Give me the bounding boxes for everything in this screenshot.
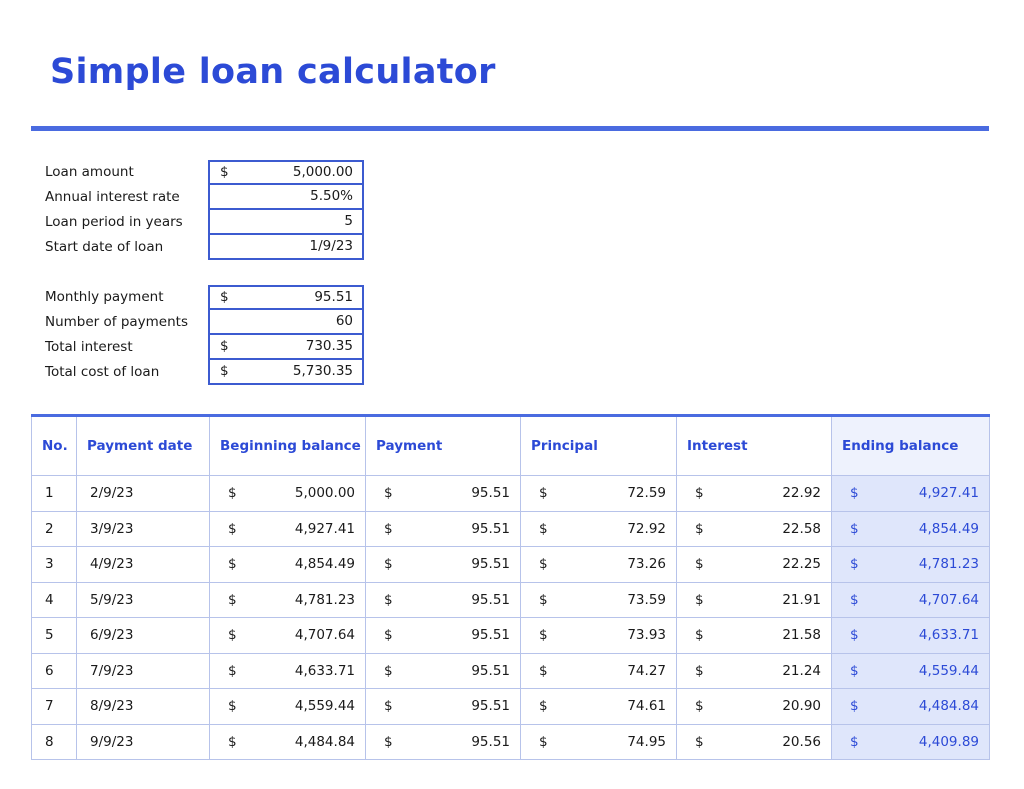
currency-symbol: $: [695, 698, 704, 715]
cell-principal[interactable]: [521, 689, 677, 725]
cell-beginning-balance[interactable]: [210, 689, 366, 725]
currency-symbol: $: [850, 485, 859, 502]
cell-payment[interactable]: [366, 618, 521, 654]
cell-payment[interactable]: [366, 582, 521, 618]
total-interest-label: Total interest: [45, 339, 133, 355]
currency-symbol: $: [228, 485, 237, 502]
currency-symbol: $: [384, 733, 393, 750]
cell-ending-balance[interactable]: [832, 724, 990, 760]
cell-ending-balance[interactable]: [832, 618, 990, 654]
cell-value: 74.27: [627, 662, 666, 679]
cell-value: 73.93: [627, 627, 666, 644]
cell-ending-balance[interactable]: [832, 582, 990, 618]
table-row: [32, 724, 990, 760]
currency-symbol: $: [228, 662, 237, 679]
currency-symbol: $: [539, 662, 548, 679]
cell-no[interactable]: 2: [32, 511, 77, 547]
currency-symbol: $: [384, 698, 393, 715]
currency-symbol: $: [384, 556, 393, 573]
currency-symbol: $: [384, 520, 393, 537]
cell-value: 95.51: [471, 485, 510, 502]
cell-interest[interactable]: [677, 582, 832, 618]
cell-value: 4,484.84: [918, 698, 979, 715]
start-date-value: 1/9/23: [309, 238, 353, 254]
cell-value: 4,633.71: [294, 662, 355, 679]
monthly-payment-cell[interactable]: [208, 285, 364, 310]
currency-symbol: $: [384, 591, 393, 608]
cell-value: 74.61: [627, 698, 666, 715]
cell-interest[interactable]: [677, 511, 832, 547]
currency-symbol: $: [539, 627, 548, 644]
monthly-payment-value: 95.51: [314, 289, 353, 305]
header-principal[interactable]: Principal: [521, 416, 677, 476]
header-beginning-balance[interactable]: Beginning balance: [210, 416, 366, 476]
cell-payment-date[interactable]: 2/9/23: [77, 476, 210, 512]
header-payment[interactable]: Payment: [366, 416, 521, 476]
cell-value: 4,854.49: [918, 520, 979, 537]
cell-value: 95.51: [471, 556, 510, 573]
cell-no[interactable]: 7: [32, 689, 77, 725]
cell-value: 22.25: [782, 556, 821, 573]
currency-symbol: $: [228, 627, 237, 644]
cell-beginning-balance[interactable]: [210, 511, 366, 547]
currency-symbol: $: [220, 164, 229, 180]
cell-value: 4,927.41: [918, 485, 979, 502]
cell-interest[interactable]: [677, 476, 832, 512]
interest-rate-field[interactable]: [208, 185, 364, 210]
currency-symbol: $: [228, 591, 237, 608]
cell-value: 95.51: [471, 733, 510, 750]
table-row: [32, 618, 990, 654]
cell-value: 4,707.64: [918, 591, 979, 608]
currency-symbol: $: [539, 591, 548, 608]
cell-value: 95.51: [471, 662, 510, 679]
table-row: [32, 476, 990, 512]
table-row: [32, 653, 990, 689]
number-of-payments-value: 60: [335, 313, 353, 329]
currency-symbol: $: [228, 520, 237, 537]
cell-interest[interactable]: [677, 618, 832, 654]
amortization-schedule-table: [31, 414, 990, 760]
loan-period-label: Loan period in years: [45, 214, 183, 230]
cell-interest[interactable]: [677, 547, 832, 583]
cell-payment[interactable]: [366, 689, 521, 725]
number-of-payments-label: Number of payments: [45, 314, 188, 330]
table-row: [32, 689, 990, 725]
cell-payment-date[interactable]: 9/9/23: [77, 724, 210, 760]
cell-principal[interactable]: [521, 582, 677, 618]
cell-ending-balance[interactable]: [832, 476, 990, 512]
loan-period-value: 5: [344, 213, 353, 229]
cell-no[interactable]: 4: [32, 582, 77, 618]
currency-symbol: $: [228, 733, 237, 750]
cell-value: 73.59: [627, 591, 666, 608]
currency-symbol: $: [539, 733, 548, 750]
total-interest-value: 730.35: [305, 338, 353, 354]
cell-value: 4,409.89: [918, 733, 979, 750]
currency-symbol: $: [220, 338, 229, 354]
cell-beginning-balance[interactable]: [210, 724, 366, 760]
cell-payment[interactable]: [366, 547, 521, 583]
cell-value: 4,854.49: [294, 556, 355, 573]
cell-ending-balance[interactable]: [832, 547, 990, 583]
cell-ending-balance[interactable]: [832, 689, 990, 725]
currency-symbol: $: [850, 520, 859, 537]
currency-symbol: $: [220, 289, 229, 305]
cell-ending-balance[interactable]: [832, 653, 990, 689]
cell-payment-date[interactable]: 5/9/23: [77, 582, 210, 618]
currency-symbol: $: [850, 662, 859, 679]
currency-symbol: $: [384, 627, 393, 644]
cell-value: 95.51: [471, 520, 510, 537]
total-cost-cell[interactable]: [208, 360, 364, 385]
cell-value: 21.58: [782, 627, 821, 644]
number-of-payments-cell[interactable]: [208, 310, 364, 335]
page-title: Simple loan calculator: [50, 52, 496, 92]
cell-value: 21.24: [782, 662, 821, 679]
cell-no[interactable]: 8: [32, 724, 77, 760]
cell-ending-balance[interactable]: [832, 511, 990, 547]
cell-beginning-balance[interactable]: [210, 653, 366, 689]
cell-value: 74.95: [627, 733, 666, 750]
currency-symbol: $: [850, 733, 859, 750]
header-payment-date[interactable]: Payment date: [77, 416, 210, 476]
cell-value: 4,707.64: [294, 627, 355, 644]
cell-principal[interactable]: [521, 547, 677, 583]
table-row: [32, 547, 990, 583]
cell-value: 95.51: [471, 698, 510, 715]
cell-value: 21.91: [782, 591, 821, 608]
interest-rate-label: Annual interest rate: [45, 189, 180, 205]
currency-symbol: $: [695, 556, 704, 573]
interest-rate-value: 5.50%: [310, 188, 353, 204]
cell-payment-date[interactable]: 8/9/23: [77, 689, 210, 725]
cell-beginning-balance[interactable]: [210, 618, 366, 654]
cell-value: 72.59: [627, 485, 666, 502]
currency-symbol: $: [220, 363, 229, 379]
total-cost-label: Total cost of loan: [45, 364, 160, 380]
loan-amount-field[interactable]: [208, 160, 364, 185]
table-header-row: [32, 416, 990, 476]
total-cost-value: 5,730.35: [292, 363, 353, 379]
monthly-payment-label: Monthly payment: [45, 289, 164, 305]
currency-symbol: $: [539, 485, 548, 502]
loan-period-field[interactable]: [208, 210, 364, 235]
currency-symbol: $: [695, 485, 704, 502]
cell-value: 4,633.71: [918, 627, 979, 644]
title-divider: [31, 126, 989, 131]
cell-value: 4,559.44: [294, 698, 355, 715]
currency-symbol: $: [850, 627, 859, 644]
start-date-label: Start date of loan: [45, 239, 164, 255]
cell-payment-date[interactable]: 6/9/23: [77, 618, 210, 654]
table-row: [32, 582, 990, 618]
cell-payment-date[interactable]: 4/9/23: [77, 547, 210, 583]
cell-beginning-balance[interactable]: [210, 476, 366, 512]
currency-symbol: $: [695, 662, 704, 679]
cell-no[interactable]: 1: [32, 476, 77, 512]
cell-value: 20.90: [782, 698, 821, 715]
cell-value: 95.51: [471, 627, 510, 644]
cell-value: 73.26: [627, 556, 666, 573]
loan-amount-value: 5,000.00: [292, 164, 353, 180]
cell-value: 22.58: [782, 520, 821, 537]
cell-principal[interactable]: [521, 653, 677, 689]
cell-no[interactable]: 6: [32, 653, 77, 689]
currency-symbol: $: [695, 733, 704, 750]
cell-no[interactable]: 3: [32, 547, 77, 583]
currency-symbol: $: [695, 627, 704, 644]
header-no[interactable]: No.: [32, 416, 77, 476]
cell-principal[interactable]: [521, 724, 677, 760]
currency-symbol: $: [539, 556, 548, 573]
currency-symbol: $: [539, 520, 548, 537]
total-interest-cell[interactable]: [208, 335, 364, 360]
cell-payment[interactable]: [366, 653, 521, 689]
cell-value: 4,484.84: [294, 733, 355, 750]
cell-value: 4,781.23: [294, 591, 355, 608]
table-row: [32, 511, 990, 547]
cell-principal[interactable]: [521, 476, 677, 512]
currency-symbol: $: [228, 698, 237, 715]
currency-symbol: $: [695, 591, 704, 608]
cell-beginning-balance[interactable]: [210, 547, 366, 583]
currency-symbol: $: [850, 591, 859, 608]
cell-no[interactable]: 5: [32, 618, 77, 654]
currency-symbol: $: [384, 485, 393, 502]
currency-symbol: $: [384, 662, 393, 679]
currency-symbol: $: [850, 556, 859, 573]
header-interest[interactable]: Interest: [677, 416, 832, 476]
cell-value: 95.51: [471, 591, 510, 608]
cell-payment[interactable]: [366, 724, 521, 760]
cell-value: 4,559.44: [918, 662, 979, 679]
cell-interest[interactable]: [677, 724, 832, 760]
cell-value: 20.56: [782, 733, 821, 750]
cell-payment-date[interactable]: 3/9/23: [77, 511, 210, 547]
cell-interest[interactable]: [677, 653, 832, 689]
cell-value: 4,781.23: [918, 556, 979, 573]
currency-symbol: $: [539, 698, 548, 715]
cell-beginning-balance[interactable]: [210, 582, 366, 618]
loan-amount-label: Loan amount: [45, 164, 134, 180]
cell-value: 72.92: [627, 520, 666, 537]
cell-payment[interactable]: [366, 511, 521, 547]
cell-value: 22.92: [782, 485, 821, 502]
cell-principal[interactable]: [521, 511, 677, 547]
start-date-field[interactable]: [208, 235, 364, 260]
currency-symbol: $: [695, 520, 704, 537]
cell-principal[interactable]: [521, 618, 677, 654]
currency-symbol: $: [850, 698, 859, 715]
cell-value: 5,000.00: [294, 485, 355, 502]
header-ending-balance[interactable]: Ending balance: [832, 416, 990, 476]
cell-payment-date[interactable]: 7/9/23: [77, 653, 210, 689]
cell-value: 4,927.41: [294, 520, 355, 537]
cell-payment[interactable]: [366, 476, 521, 512]
currency-symbol: $: [228, 556, 237, 573]
cell-interest[interactable]: [677, 689, 832, 725]
